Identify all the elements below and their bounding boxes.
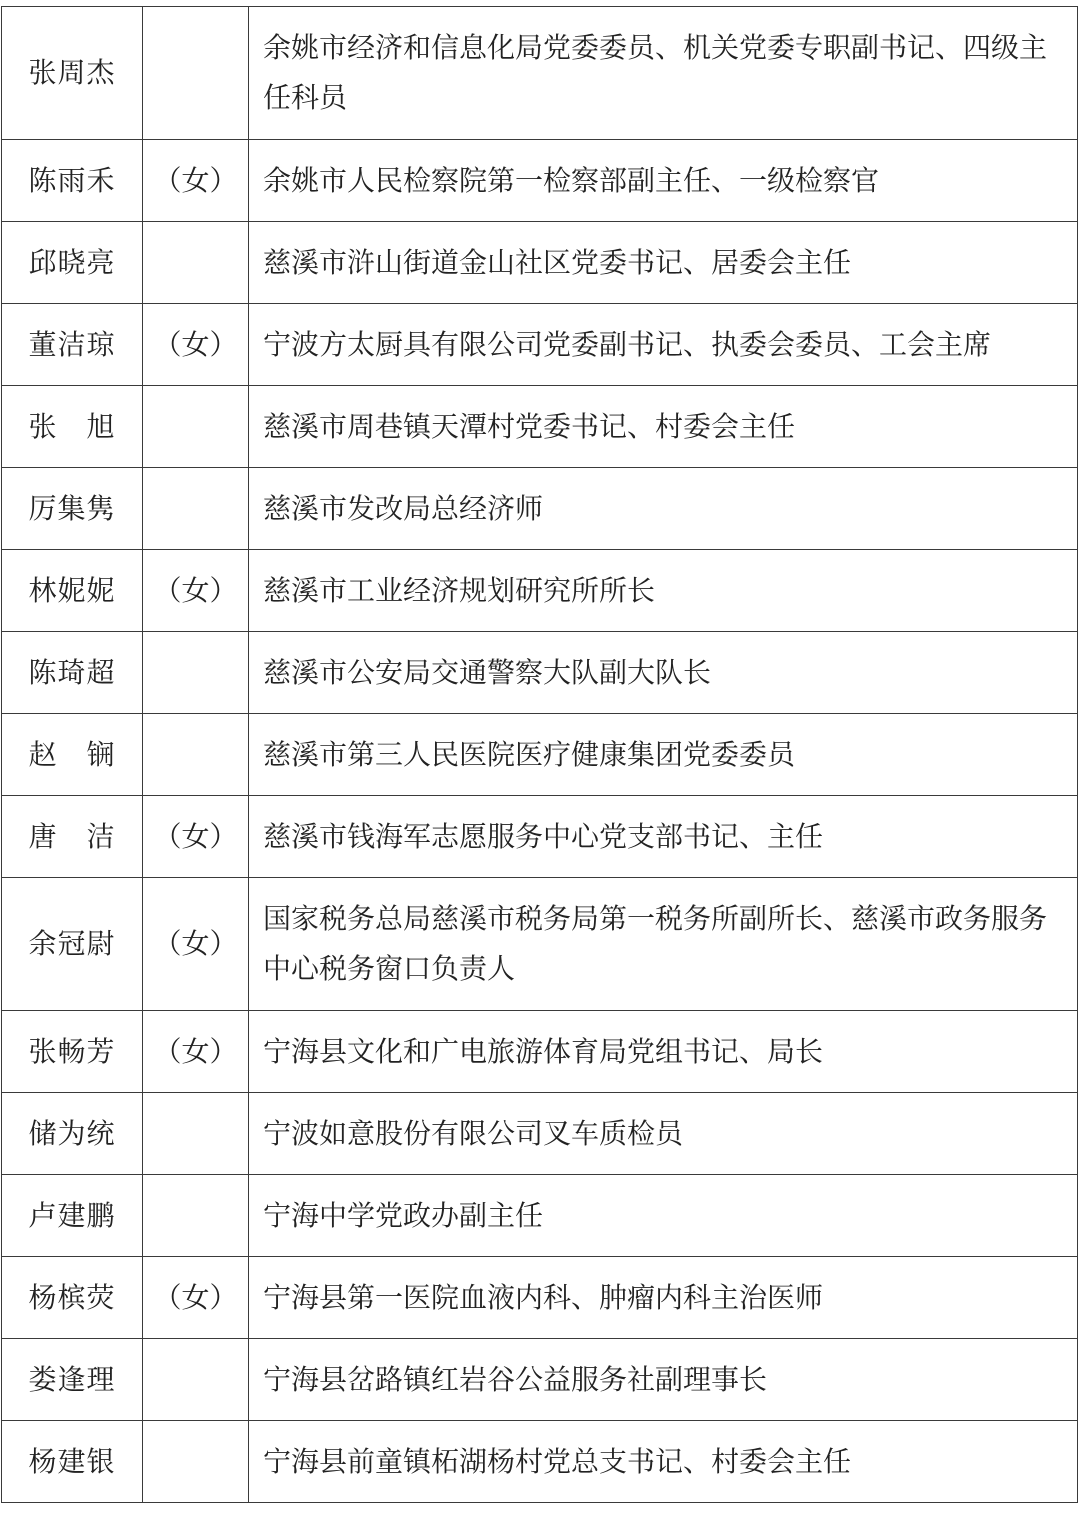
- person-name: 娄逢理: [2, 1339, 143, 1421]
- person-name: 厉集隽: [2, 468, 143, 550]
- gender-note: （女）: [143, 1011, 249, 1093]
- person-name: 张畅芳: [2, 1011, 143, 1093]
- table-row: [2, 632, 1078, 714]
- person-position: 慈溪市工业经济规划研究所所长: [249, 550, 1078, 632]
- person-position: 慈溪市发改局总经济师: [249, 468, 1078, 550]
- gender-note: [143, 1421, 249, 1503]
- gender-note: [143, 1093, 249, 1175]
- table-row: [2, 550, 1078, 632]
- person-position: 慈溪市浒山街道金山社区党委书记、居委会主任: [249, 222, 1078, 304]
- person-name: 张周杰: [2, 7, 143, 140]
- table-row: [2, 878, 1078, 1011]
- gender-note: [143, 386, 249, 468]
- gender-note: [143, 1339, 249, 1421]
- table-row: [2, 1257, 1078, 1339]
- person-name: 余冠尉: [2, 878, 143, 1011]
- table-row: [2, 796, 1078, 878]
- personnel-table-body: [2, 7, 1078, 1503]
- gender-note: （女）: [143, 1257, 249, 1339]
- table-row: [2, 1339, 1078, 1421]
- person-position: 宁海县第一医院血液内科、肿瘤内科主治医师: [249, 1257, 1078, 1339]
- person-name: 储为统: [2, 1093, 143, 1175]
- table-row: [2, 714, 1078, 796]
- gender-note: （女）: [143, 796, 249, 878]
- personnel-table: [1, 6, 1078, 1503]
- person-position: 宁海县文化和广电旅游体育局党组书记、局长: [249, 1011, 1078, 1093]
- person-position: 宁海中学党政办副主任: [249, 1175, 1078, 1257]
- person-name: 杨建银: [2, 1421, 143, 1503]
- person-position: 慈溪市第三人民医院医疗健康集团党委委员: [249, 714, 1078, 796]
- person-position: 余姚市人民检察院第一检察部副主任、一级检察官: [249, 140, 1078, 222]
- person-position: 慈溪市周巷镇天潭村党委书记、村委会主任: [249, 386, 1078, 468]
- person-name: 陈雨禾: [2, 140, 143, 222]
- person-name: 林妮妮: [2, 550, 143, 632]
- table-row: [2, 304, 1078, 386]
- person-name: 陈琦超: [2, 632, 143, 714]
- gender-note: [143, 1175, 249, 1257]
- person-position: 宁海县前童镇柘湖杨村党总支书记、村委会主任: [249, 1421, 1078, 1503]
- gender-note: （女）: [143, 140, 249, 222]
- table-row: [2, 386, 1078, 468]
- gender-note: [143, 632, 249, 714]
- person-name: 赵 锎: [2, 714, 143, 796]
- gender-note: [143, 222, 249, 304]
- gender-note: [143, 714, 249, 796]
- person-position: 宁海县岔路镇红岩谷公益服务社副理事长: [249, 1339, 1078, 1421]
- table-row: [2, 1421, 1078, 1503]
- person-name: 董洁琼: [2, 304, 143, 386]
- gender-note: （女）: [143, 304, 249, 386]
- table-row: [2, 1175, 1078, 1257]
- person-name: 唐 洁: [2, 796, 143, 878]
- person-position: 慈溪市钱海军志愿服务中心党支部书记、主任: [249, 796, 1078, 878]
- person-position: 宁波如意股份有限公司叉车质检员: [249, 1093, 1078, 1175]
- person-position: 慈溪市公安局交通警察大队副大队长: [249, 632, 1078, 714]
- gender-note: （女）: [143, 550, 249, 632]
- table-row: [2, 468, 1078, 550]
- person-name: 杨槟荧: [2, 1257, 143, 1339]
- person-name: 张 旭: [2, 386, 143, 468]
- gender-note: （女）: [143, 878, 249, 1011]
- gender-note: [143, 468, 249, 550]
- gender-note: [143, 7, 249, 140]
- table-row: [2, 1093, 1078, 1175]
- person-name: 邱晓亮: [2, 222, 143, 304]
- person-position: 余姚市经济和信息化局党委委员、机关党委专职副书记、四级主任科员: [249, 7, 1078, 140]
- table-row: [2, 140, 1078, 222]
- person-name: 卢建鹏: [2, 1175, 143, 1257]
- table-row: [2, 222, 1078, 304]
- person-position: 宁波方太厨具有限公司党委副书记、执委会委员、工会主席: [249, 304, 1078, 386]
- table-row: [2, 7, 1078, 140]
- table-row: [2, 1011, 1078, 1093]
- person-position: 国家税务总局慈溪市税务局第一税务所副所长、慈溪市政务服务中心税务窗口负责人: [249, 878, 1078, 1011]
